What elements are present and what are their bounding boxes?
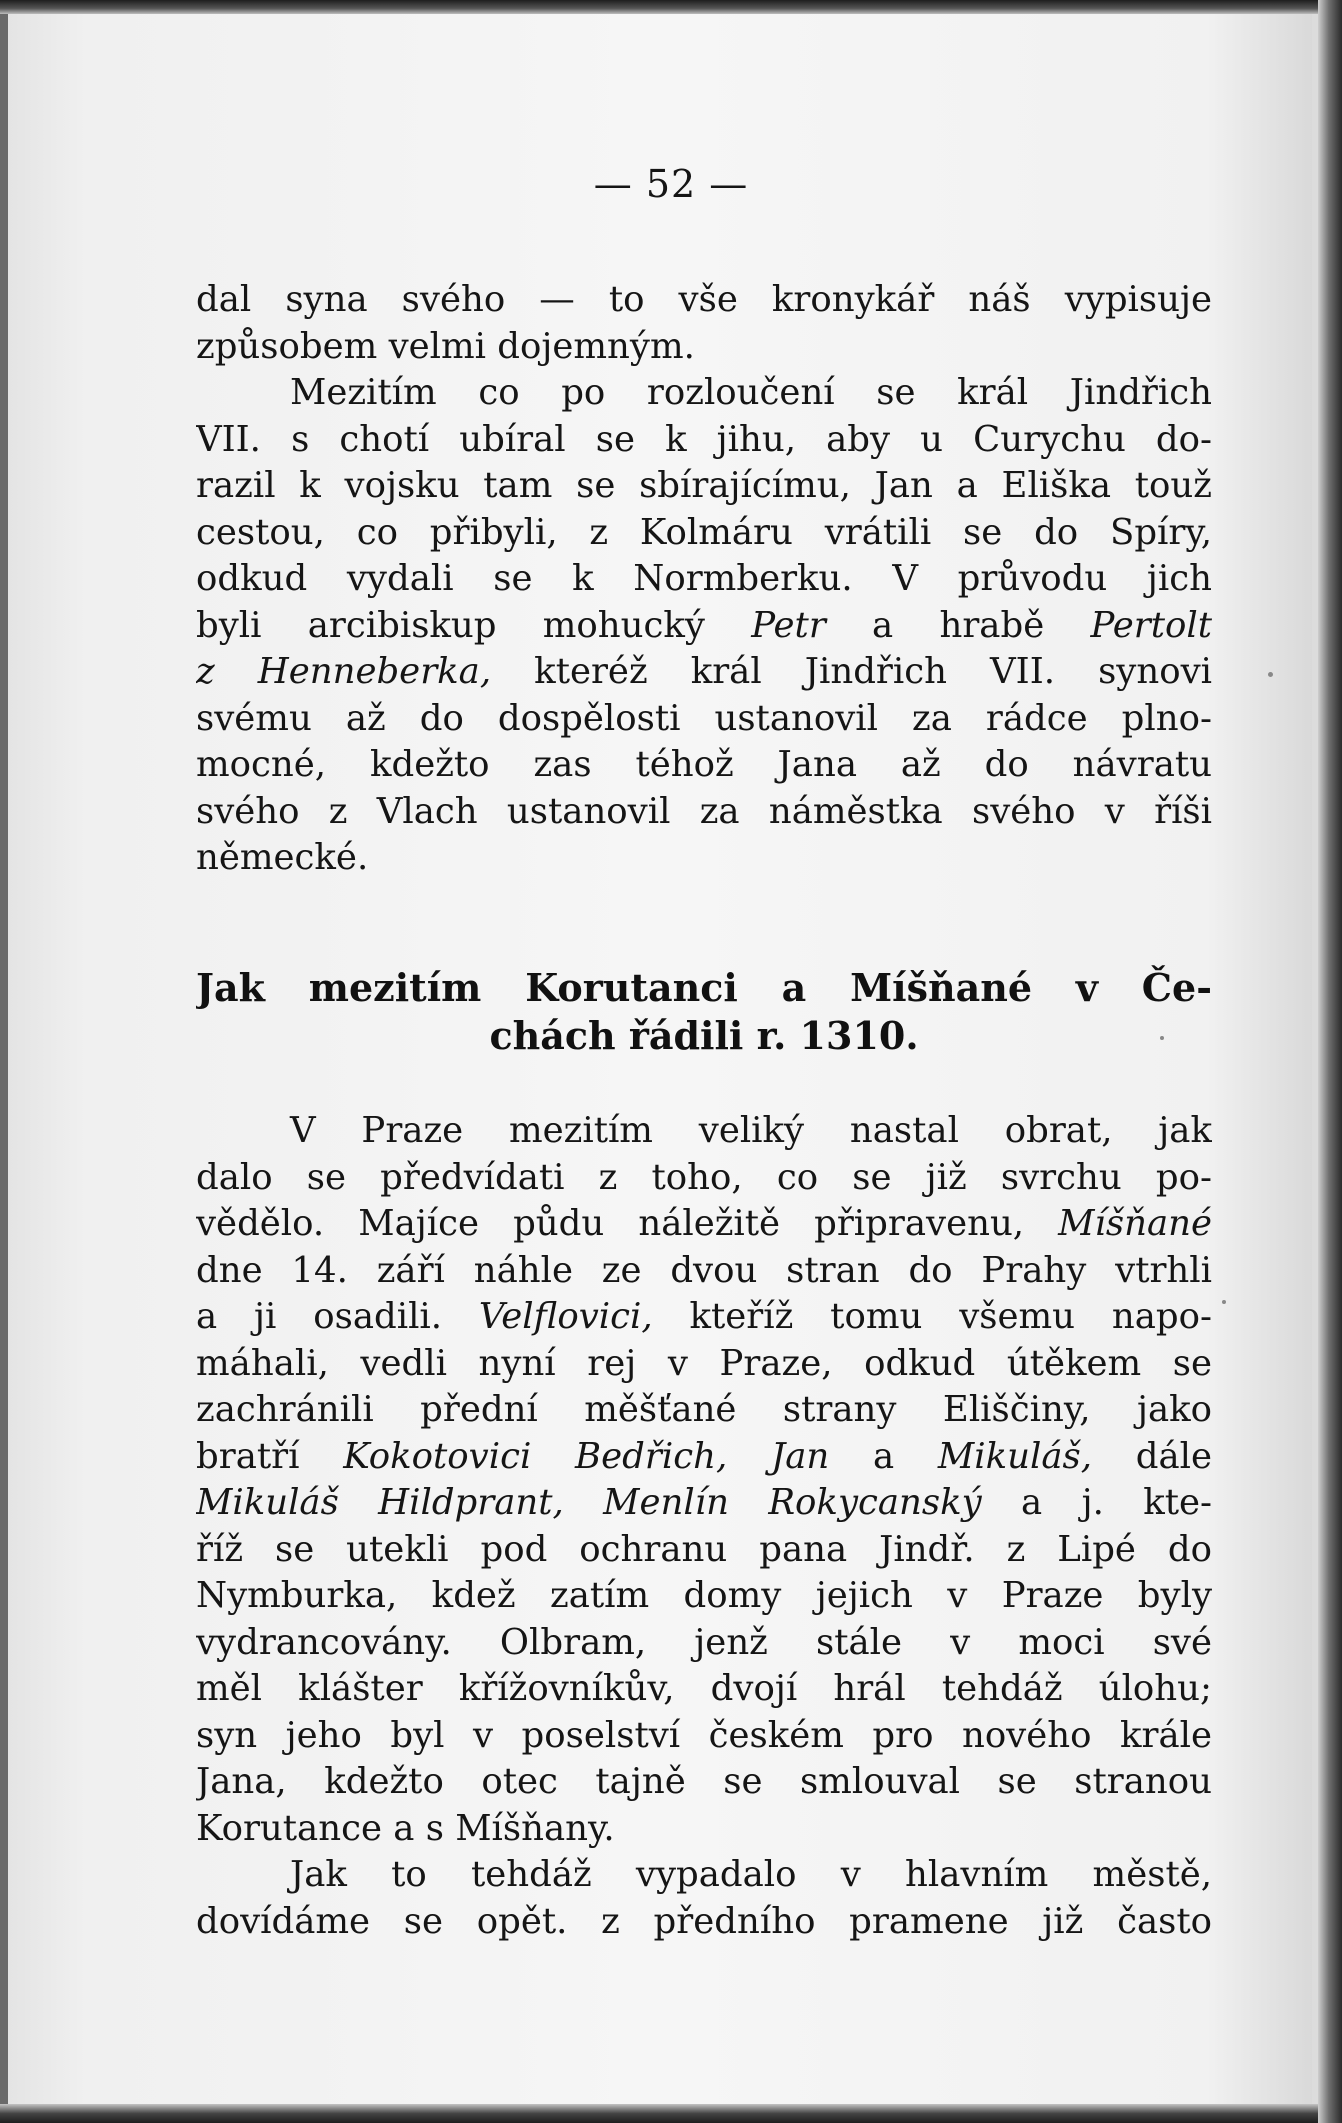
text-line: německé. bbox=[196, 837, 369, 878]
text-run: bratří bbox=[196, 1435, 344, 1477]
text-line bbox=[196, 1201, 1212, 1248]
text-line: Jak to tehdáž vypadalo v hlavním městě, bbox=[290, 1854, 1212, 1895]
text-run: a bbox=[829, 1435, 938, 1477]
text-run: vědělo. Majíce půdu náležitě připravenu, bbox=[196, 1203, 1059, 1244]
text-line bbox=[196, 1480, 1212, 1527]
name-mikulas: Mikuláš, bbox=[937, 1435, 1092, 1477]
name-velflovici: Velflovici, bbox=[478, 1296, 653, 1337]
text-line: Nymburka, kdež zatím domy jejich v Praze byly bbox=[196, 1575, 1212, 1616]
bottom-scan-edge bbox=[0, 2104, 1342, 2123]
left-scan-edge bbox=[0, 0, 8, 2123]
text-line: dovídáme se opět. z předního pramene již často bbox=[196, 1900, 1212, 1942]
text-line: vydrancovány. Olbram, jenž stále v moci své bbox=[196, 1621, 1212, 1663]
text-line: říž se utekli pod ochranu pana Jindř. z Lipé do bbox=[196, 1528, 1212, 1570]
page-number: — 52 — bbox=[593, 162, 749, 206]
text-line: svého z Vlach ustanovil za náměstka svého v říši bbox=[196, 790, 1212, 832]
text-line bbox=[196, 1294, 1212, 1341]
text-line: způsobem velmi dojemným. bbox=[196, 325, 695, 367]
text-run: a j. kte- bbox=[981, 1482, 1212, 1523]
text-line: dal syna svého — to vše kronykář náš vypisuje bbox=[196, 279, 1212, 320]
text-run: a ji osadili. bbox=[196, 1296, 479, 1337]
paper-speck bbox=[1222, 1300, 1226, 1304]
text-line: Jana, kdežto otec tajně se smlouval se stranou bbox=[196, 1761, 1212, 1802]
text-line: měl klášter křížovníkův, dvojí hrál tehdáž úlohu; bbox=[196, 1668, 1212, 1709]
upper-text-block bbox=[196, 277, 1212, 882]
text-line: odkud vydali se k Normberku. V průvodu jich bbox=[196, 558, 1212, 599]
text-line: máhali, vedli nyní rej v Praze, odkud útěkem se bbox=[196, 1342, 1212, 1384]
text-line: zachránili přední měšťané strany Eliščiny, jako bbox=[196, 1389, 1212, 1430]
text-line: syn jeho byl v poselství českém pro nového krále bbox=[196, 1714, 1212, 1756]
name-petr: Petr bbox=[751, 604, 826, 646]
section-heading bbox=[196, 964, 1212, 1060]
text-run: kteréž král Jindřich VII. synovi bbox=[491, 651, 1212, 692]
name-henneberka: z Henneberka, bbox=[196, 651, 492, 692]
text-line bbox=[196, 603, 1212, 650]
text-line: svému až do dospělosti ustanovil za rádce plno- bbox=[196, 697, 1212, 739]
binding-edge bbox=[1318, 0, 1342, 2123]
name-hildprant: Mikuláš Hildprant, Menlín Rokycanský bbox=[196, 1482, 982, 1523]
text-run: kteříž tomu všemu napo- bbox=[652, 1296, 1212, 1337]
name-kokotovici: Kokotovici Bedřich, Jan bbox=[343, 1435, 830, 1477]
top-scan-edge bbox=[0, 0, 1342, 14]
text-line: Mezitím co po rozloučení se král Jindřich bbox=[290, 372, 1212, 413]
text-line: V Praze mezitím veliký nastal obrat, jak bbox=[290, 1110, 1212, 1151]
text-line bbox=[196, 649, 1212, 696]
text-line: Korutance a s Míšňany. bbox=[196, 1807, 615, 1849]
paper-speck bbox=[1268, 672, 1273, 677]
text-line: VII. s chotí ubíral se k jihu, aby u Curychu do- bbox=[196, 418, 1212, 460]
text-line: dalo se předvídati z toho, co se již svrchu po- bbox=[196, 1156, 1212, 1198]
name-missnane: Míšňané bbox=[1058, 1203, 1212, 1244]
text-line: cestou, co přibyli, z Kolmáru vrátili se do Spíry, bbox=[196, 511, 1212, 553]
name-pertolt: Pertolt bbox=[1090, 604, 1212, 646]
heading-line: Jak mezitím Korutanci a Míšňané v Če- bbox=[196, 965, 1212, 1010]
text-line bbox=[196, 1434, 1212, 1481]
text-line: dne 14. září náhle ze dvou stran do Prahy vtrhli bbox=[196, 1249, 1212, 1291]
text-run: dále bbox=[1092, 1435, 1212, 1477]
text-run: a hrabě bbox=[825, 604, 1091, 646]
heading-line: chách řádili r. 1310. bbox=[489, 1013, 919, 1058]
text-line: razil k vojsku tam se sbírajícímu, Jan a Eliška touž bbox=[196, 465, 1212, 506]
lower-text-block bbox=[196, 1108, 1212, 1945]
text-line: mocné, kdežto zas téhož Jana až do návratu bbox=[196, 744, 1212, 785]
text-run: byli arcibiskup mohucký bbox=[196, 604, 752, 646]
